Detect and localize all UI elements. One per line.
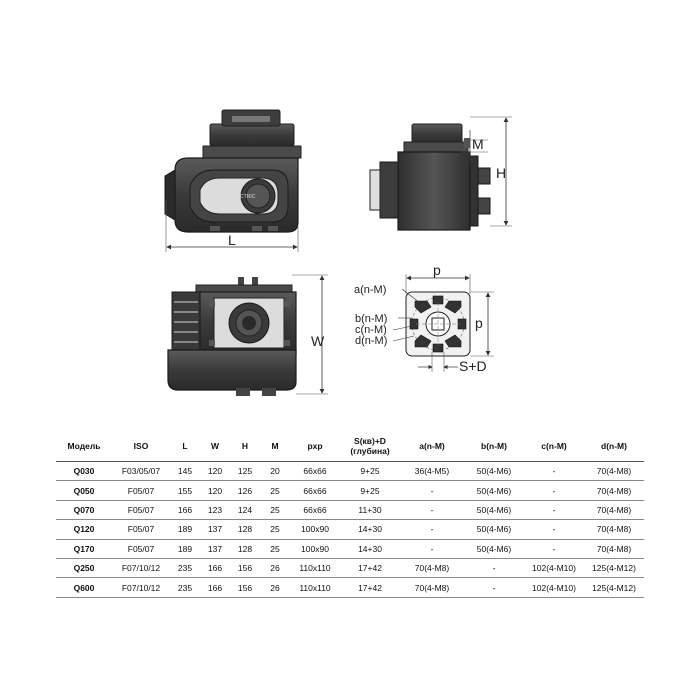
- table-cell: 156: [230, 558, 260, 577]
- table-cell: 125(4-M12): [584, 558, 644, 577]
- table-cell: 50(4-M6): [464, 500, 524, 519]
- header-s-d: S(кв)+D (глубина): [340, 431, 400, 462]
- header-m: M: [260, 431, 290, 462]
- table-row: [56, 500, 644, 519]
- table-cell: 70(4-M8): [400, 558, 464, 577]
- table-cell: 235: [170, 558, 200, 577]
- table-cell: 70(4-M8): [400, 578, 464, 597]
- table-cell: F05/07: [112, 481, 170, 500]
- table-cell: 70(4-M8): [584, 462, 644, 481]
- table-cell: -: [464, 558, 524, 577]
- table-cell: 26: [260, 558, 290, 577]
- table-cell: 66x66: [290, 462, 340, 481]
- table-cell: 189: [170, 520, 200, 539]
- table-cell: F05/07: [112, 520, 170, 539]
- table-cell: 125(4-M12): [584, 578, 644, 597]
- p-right-label: p: [475, 315, 483, 331]
- table-cell: -: [524, 462, 584, 481]
- table-cell: 128: [230, 520, 260, 539]
- header-b-nm: b(n-M): [464, 431, 524, 462]
- header-model: Модель: [56, 431, 112, 462]
- table-cell: F07/10/12: [112, 558, 170, 577]
- table-cell: F05/07: [112, 539, 170, 558]
- header-w: W: [200, 431, 230, 462]
- table-cell: Q600: [56, 578, 112, 597]
- table-cell: 120: [200, 481, 230, 500]
- table-cell: 11+30: [340, 500, 400, 519]
- table-cell: Q070: [56, 500, 112, 519]
- table-row: [56, 462, 644, 481]
- table-cell: 100x90: [290, 539, 340, 558]
- table-row: [56, 481, 644, 500]
- table-row: [56, 578, 644, 597]
- table-cell: 70(4-M8): [584, 481, 644, 500]
- table-cell: 50(4-M6): [464, 539, 524, 558]
- table-cell: 9+25: [340, 481, 400, 500]
- table-cell: 70(4-M8): [584, 520, 644, 539]
- table-cell: 156: [230, 578, 260, 597]
- w-label: W: [311, 333, 325, 349]
- table-cell: 9+25: [340, 462, 400, 481]
- a-nm-label: a(n-M): [354, 284, 387, 296]
- table-cell: -: [400, 500, 464, 519]
- header-a-nm: a(n-M): [400, 431, 464, 462]
- table-cell: 25: [260, 520, 290, 539]
- table-cell: 166: [170, 500, 200, 519]
- table-cell: Q250: [56, 558, 112, 577]
- table-cell: 155: [170, 481, 200, 500]
- table-cell: 120: [200, 462, 230, 481]
- m-label: M: [472, 136, 484, 152]
- table-cell: 124: [230, 500, 260, 519]
- table-cell: 235: [170, 578, 200, 597]
- d-nm-label: d(n-M): [355, 335, 388, 347]
- table-cell: 102(4-M10): [524, 558, 584, 577]
- table-cell: 66x66: [290, 481, 340, 500]
- table-cell: 110x110: [290, 558, 340, 577]
- flange-view: [354, 262, 494, 374]
- c-nm-label: c(n-M): [355, 324, 387, 336]
- table-cell: 20: [260, 462, 290, 481]
- table-cell: F03/05/07: [112, 462, 170, 481]
- table-cell: Q050: [56, 481, 112, 500]
- table-cell: 125: [230, 462, 260, 481]
- side-view: [370, 117, 512, 230]
- header-d-nm: d(n-M): [584, 431, 644, 462]
- table-cell: 128: [230, 539, 260, 558]
- table-cell: 70(4-M8): [584, 539, 644, 558]
- table-cell: Q120: [56, 520, 112, 539]
- table-cell: 126: [230, 481, 260, 500]
- s-d-label: S+D: [459, 358, 487, 374]
- table-cell: -: [464, 578, 524, 597]
- table-cell: 14+30: [340, 539, 400, 558]
- table-cell: 110x110: [290, 578, 340, 597]
- table-cell: 189: [170, 539, 200, 558]
- h-label: H: [496, 165, 507, 181]
- table-cell: -: [400, 481, 464, 500]
- table-cell: Q170: [56, 539, 112, 558]
- table-cell: -: [400, 539, 464, 558]
- table-cell: -: [524, 481, 584, 500]
- specifications-table: [56, 431, 644, 598]
- table-row: [56, 520, 644, 539]
- header-h: H: [230, 431, 260, 462]
- table-cell: 102(4-M10): [524, 578, 584, 597]
- table-cell: 100x90: [290, 520, 340, 539]
- table-cell: -: [524, 520, 584, 539]
- table-cell: -: [400, 520, 464, 539]
- table-row: [56, 558, 644, 577]
- table-cell: 25: [260, 500, 290, 519]
- table-cell: 50(4-M6): [464, 481, 524, 500]
- table-cell: 166: [200, 578, 230, 597]
- table-cell: 50(4-M6): [464, 520, 524, 539]
- table-cell: 137: [200, 539, 230, 558]
- header-l: L: [170, 431, 200, 462]
- p-top-label: p: [433, 262, 441, 278]
- table-cell: 17+42: [340, 558, 400, 577]
- table-cell: Q030: [56, 462, 112, 481]
- header-c-nm: c(n-M): [524, 431, 584, 462]
- table-cell: F07/10/12: [112, 578, 170, 597]
- table-row: [56, 539, 644, 558]
- table-header-row: [56, 431, 644, 462]
- b-nm-label: b(n-M): [355, 313, 388, 325]
- table-cell: 66x66: [290, 500, 340, 519]
- table-cell: -: [524, 500, 584, 519]
- front-view: [165, 110, 301, 252]
- table-cell: -: [524, 539, 584, 558]
- length-label: L: [228, 232, 236, 248]
- table-cell: 14+30: [340, 520, 400, 539]
- table-cell: 50(4-M6): [464, 462, 524, 481]
- table-cell: 26: [260, 578, 290, 597]
- table-cell: 145: [170, 462, 200, 481]
- table-cell: F05/07: [112, 500, 170, 519]
- table-cell: 17+42: [340, 578, 400, 597]
- table-cell: 25: [260, 481, 290, 500]
- table-cell: 25: [260, 539, 290, 558]
- header-pxp: pxp: [290, 431, 340, 462]
- table-cell: 36(4-M5): [400, 462, 464, 481]
- table-cell: 123: [200, 500, 230, 519]
- top-view: [168, 275, 328, 396]
- table-cell: 166: [200, 558, 230, 577]
- header-iso: ISO: [112, 431, 170, 462]
- front-view-badge: DIFM · ELECTRIC: [214, 194, 256, 200]
- table-cell: 70(4-M8): [584, 500, 644, 519]
- table-cell: 137: [200, 520, 230, 539]
